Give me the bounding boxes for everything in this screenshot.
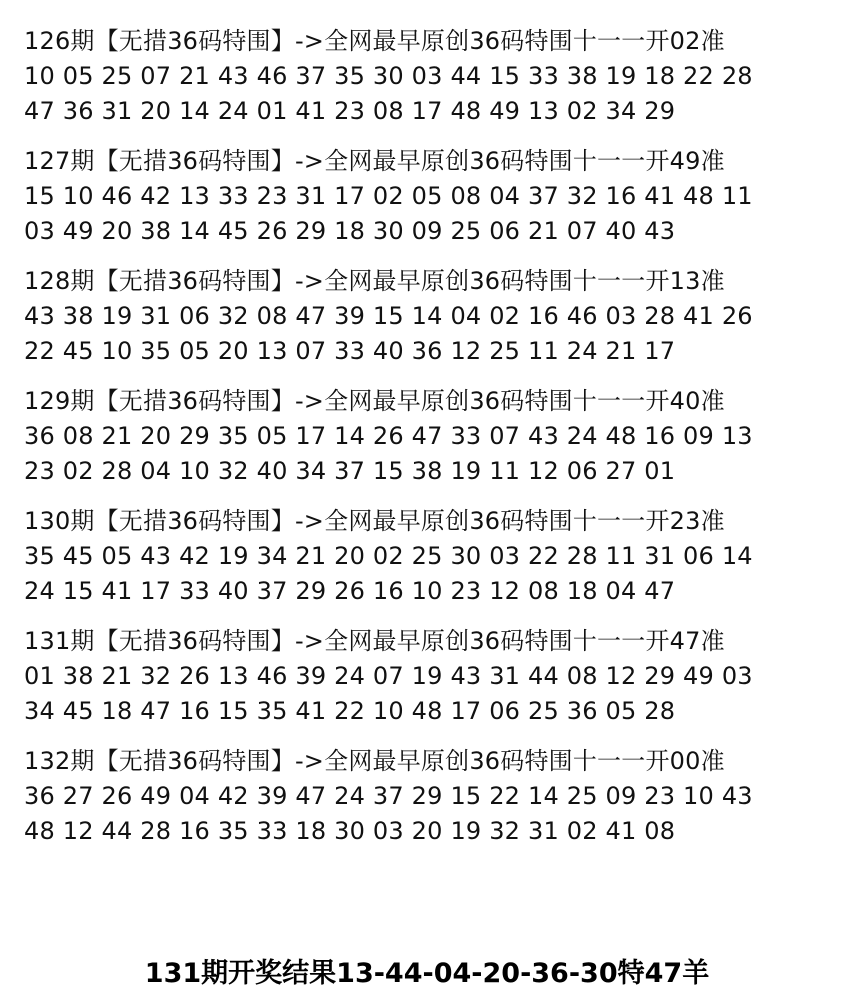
record-127 — [24, 144, 824, 249]
record-131 — [24, 624, 824, 729]
record-numbers-row: 10 05 25 07 21 43 46 37 35 30 03 44 15 33 38 19 18 22 28 — [24, 62, 753, 90]
records-list — [24, 24, 824, 864]
draw-result-banner: 131期开奖结果13-44-04-20-36-30特47羊 — [144, 958, 710, 989]
record-header: 130期【无措36码特围】->全网最早原创36码特围十一一开23准 — [24, 507, 725, 535]
record-126 — [24, 24, 824, 129]
record-numbers-row: 15 10 46 42 13 33 23 31 17 02 05 08 04 37 32 16 41 48 11 — [24, 182, 753, 210]
record-numbers-row: 24 15 41 17 33 40 37 29 26 16 10 23 12 08 18 04 47 — [24, 577, 676, 605]
record-header: 127期【无措36码特围】->全网最早原创36码特围十一一开49准 — [24, 147, 725, 175]
record-numbers-row: 36 08 21 20 29 35 05 17 14 26 47 33 07 43 24 48 16 09 13 — [24, 422, 753, 450]
record-header: 129期【无措36码特围】->全网最早原创36码特围十一一开40准 — [24, 387, 725, 415]
record-130 — [24, 504, 824, 609]
record-128 — [24, 264, 824, 369]
record-numbers-row: 43 38 19 31 06 32 08 47 39 15 14 04 02 16 46 03 28 41 26 — [24, 302, 753, 330]
record-header: 132期【无措36码特围】->全网最早原创36码特围十一一开00准 — [24, 747, 725, 775]
record-numbers-row: 47 36 31 20 14 24 01 41 23 08 17 48 49 13 02 34 29 — [24, 97, 676, 125]
record-numbers-row: 03 49 20 38 14 45 26 29 18 30 09 25 06 21 07 40 43 — [24, 217, 676, 245]
record-numbers-row: 01 38 21 32 26 13 46 39 24 07 19 43 31 44 08 12 29 49 03 — [24, 662, 753, 690]
record-numbers-row: 35 45 05 43 42 19 34 21 20 02 25 30 03 22 28 11 31 06 14 — [24, 542, 753, 570]
record-numbers-row: 23 02 28 04 10 32 40 34 37 15 38 19 11 12 06 27 01 — [24, 457, 676, 485]
record-numbers-row: 36 27 26 49 04 42 39 47 24 37 29 15 22 14 25 09 23 10 43 — [24, 782, 753, 810]
record-132 — [24, 744, 824, 849]
record-numbers-row: 34 45 18 47 16 15 35 41 22 10 48 17 06 25 36 05 28 — [24, 697, 676, 725]
record-numbers-row: 22 45 10 35 05 20 13 07 33 40 36 12 25 11 24 21 17 — [24, 337, 676, 365]
record-numbers-row: 48 12 44 28 16 35 33 18 30 03 20 19 32 31 02 41 08 — [24, 817, 676, 845]
record-header: 126期【无措36码特围】->全网最早原创36码特围十一一开02准 — [24, 27, 725, 55]
record-129 — [24, 384, 824, 489]
record-header: 128期【无措36码特围】->全网最早原创36码特围十一一开13准 — [24, 267, 725, 295]
record-header: 131期【无措36码特围】->全网最早原创36码特围十一一开47准 — [24, 627, 725, 655]
